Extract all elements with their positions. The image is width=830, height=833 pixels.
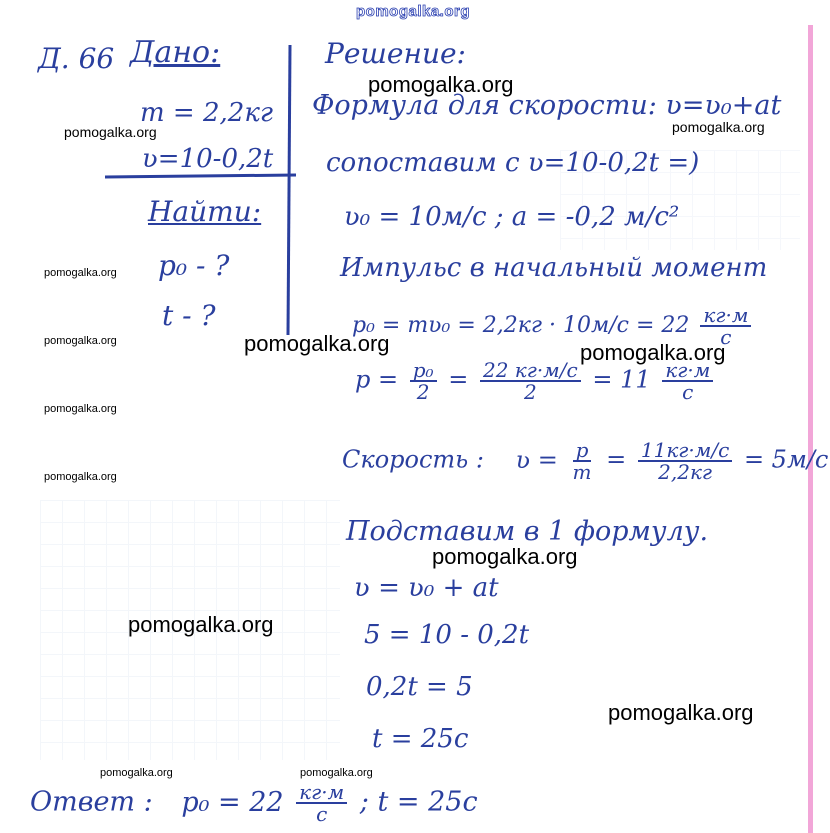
answer-p0: p₀ = 22 bbox=[181, 786, 284, 818]
p-label: p = bbox=[355, 365, 399, 394]
speed-result: = 5м/с bbox=[743, 445, 829, 474]
momentum-expression: p₀ = mʋ₀ = 2,2кг · 10м/с = 22 bbox=[352, 313, 690, 338]
watermark: pomogalka.org bbox=[44, 403, 117, 415]
given-mass: m = 2,2кг bbox=[140, 98, 273, 128]
solution-line-3: ʋ₀ = 10м/с ; a = -0,2 м/с² bbox=[344, 202, 680, 232]
naiti-heading: Найти: bbox=[148, 195, 262, 228]
watermark: pomogalka.org bbox=[368, 72, 514, 97]
fraction-numerator: p bbox=[573, 440, 592, 462]
watermark: pomogalka.org bbox=[432, 544, 578, 569]
fraction-numerator: кг·м bbox=[296, 782, 347, 804]
fraction-denominator: 2,2кг bbox=[658, 460, 713, 484]
watermark: pomogalka.org bbox=[580, 340, 726, 365]
watermark: pomogalka.org bbox=[44, 471, 117, 483]
fraction-denominator: с bbox=[720, 325, 732, 349]
watermark: pomogalka.org bbox=[244, 331, 390, 356]
fraction-numerator: 22 кг·м/с bbox=[480, 360, 581, 382]
solution-line-2: сопоставим с ʋ=10-0,2t =) bbox=[326, 148, 700, 178]
fraction-numerator: p₀ bbox=[410, 360, 437, 382]
answer-t: ; t = 25с bbox=[359, 786, 478, 818]
answer-line bbox=[30, 782, 478, 824]
solution-line-1: Формула для скорости: ʋ=ʋ₀+at bbox=[312, 90, 782, 121]
equals-sign-2: = bbox=[606, 445, 627, 474]
v-label: ʋ = bbox=[515, 445, 558, 474]
fraction-denominator: 2 bbox=[416, 380, 430, 404]
fraction-p0-2 bbox=[410, 360, 437, 402]
equals-sign: = bbox=[448, 365, 469, 394]
solution-line-4: Импульс в начальный момент bbox=[340, 253, 768, 283]
vertical-divider bbox=[288, 45, 290, 335]
watermark: pomogalka.org bbox=[672, 119, 765, 135]
answer-label: Ответ : bbox=[30, 786, 153, 818]
fraction-numerator: кг·м bbox=[662, 360, 713, 382]
solution-line-12: t = 25с bbox=[372, 724, 469, 754]
given-velocity: ʋ=10-0,2t bbox=[142, 144, 274, 174]
solution-line-7 bbox=[342, 440, 828, 482]
fraction-p-m bbox=[570, 440, 595, 482]
horizontal-divider bbox=[105, 175, 296, 177]
fraction-denominator: 2 bbox=[523, 380, 537, 404]
watermark-top: pomogalka.org bbox=[356, 3, 471, 20]
watermark: pomogalka.org bbox=[64, 124, 157, 140]
watermark: pomogalka.org bbox=[608, 700, 754, 725]
watermark: pomogalka.org bbox=[100, 767, 173, 779]
find-p0: p₀ - ? bbox=[158, 249, 230, 282]
solution-line-8: Подставим в 1 формулу. bbox=[346, 516, 709, 547]
fraction-denominator: с bbox=[316, 802, 328, 826]
watermark: pomogalka.org bbox=[44, 267, 117, 279]
fraction-11-22 bbox=[638, 440, 732, 482]
dano-heading: Дано: bbox=[130, 35, 221, 70]
watermark: pomogalka.org bbox=[128, 612, 274, 637]
answer-fraction bbox=[296, 782, 347, 824]
solution-line-9: ʋ = ʋ₀ + at bbox=[354, 573, 499, 603]
fraction-denominator: с bbox=[682, 380, 694, 404]
find-t: t - ? bbox=[162, 299, 216, 332]
solution-line-6 bbox=[355, 360, 717, 402]
fraction-kgm-s-2 bbox=[662, 360, 713, 402]
speed-label: Скорость : bbox=[342, 445, 484, 474]
fraction-22-2 bbox=[480, 360, 581, 402]
equals-11: = 11 bbox=[592, 365, 651, 394]
watermark: pomogalka.org bbox=[300, 767, 373, 779]
fraction-numerator: кг·м bbox=[700, 305, 751, 327]
fraction-denominator: m bbox=[572, 460, 592, 484]
solution-line-11: 0,2t = 5 bbox=[366, 672, 473, 702]
reshenie-heading: Решение: bbox=[325, 37, 466, 70]
watermark: pomogalka.org bbox=[44, 335, 117, 347]
solution-line-10: 5 = 10 - 0,2t bbox=[364, 620, 530, 650]
fraction-numerator: 11кг·м/с bbox=[638, 440, 732, 462]
problem-number: Д. 66 bbox=[38, 42, 115, 75]
